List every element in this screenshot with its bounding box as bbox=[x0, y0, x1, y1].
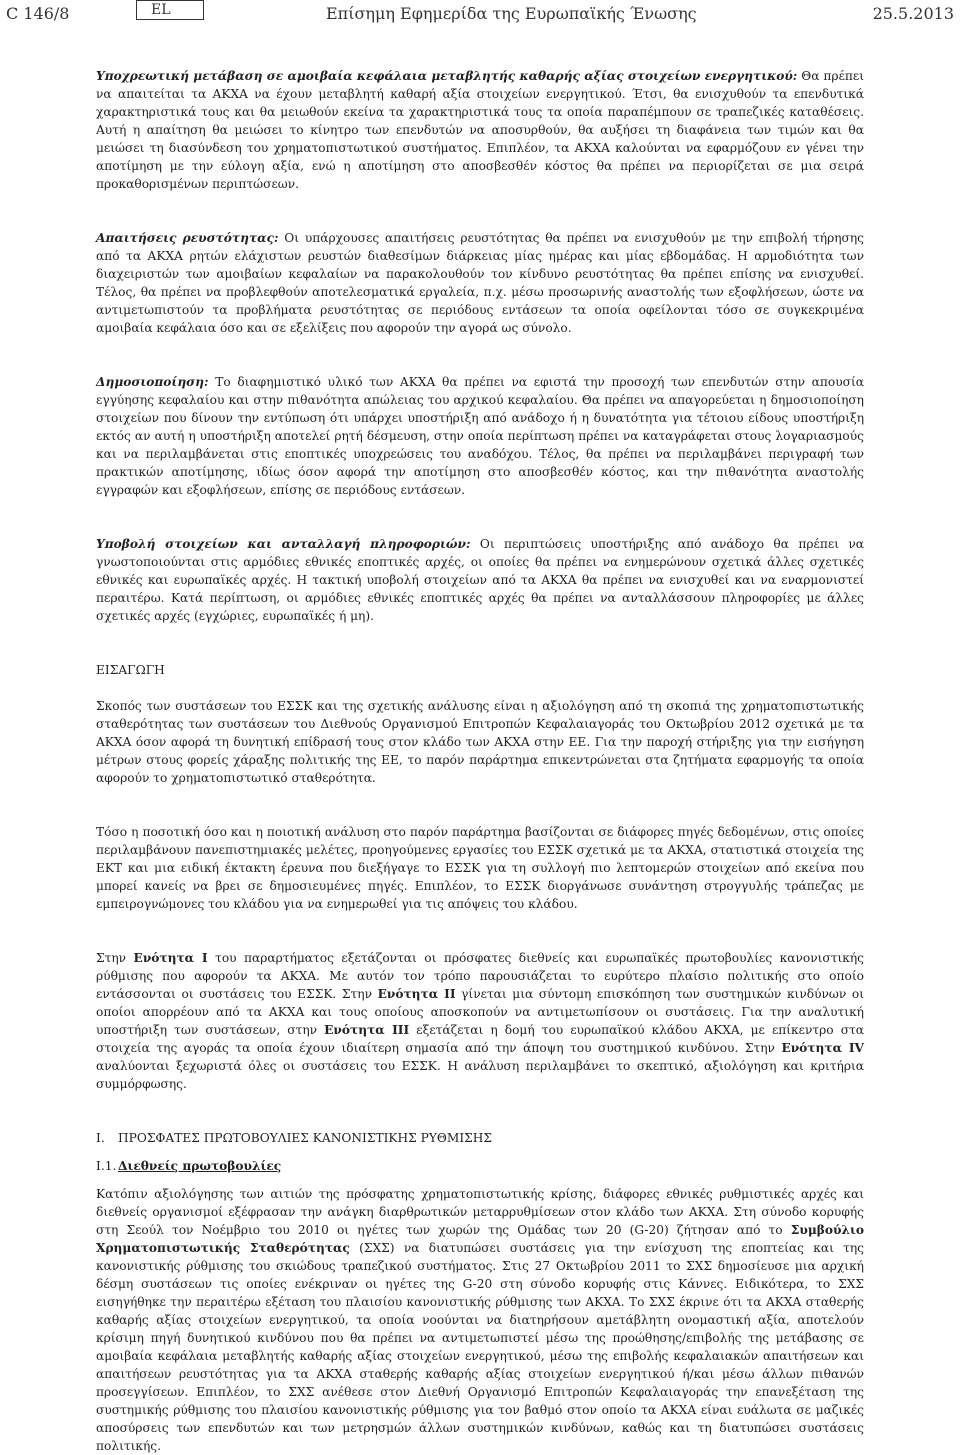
paragraph-liquidity bbox=[96, 229, 864, 337]
text-run: γίνεται μια σύντομη επισκόπηση των συστημικών κινδύνων οι οποίοι απορρέουν από τα ΑΚΧΑ και τους οποίους αποσκοπούν να αντιμετωπίσουν οι συστάσεις. Για την αναλυτική υποστήριξη των συστάσεων, στην bbox=[96, 987, 864, 1037]
paragraph-disclosure bbox=[96, 373, 864, 499]
section-heading-1-1 bbox=[96, 1157, 864, 1175]
organisation-name: Συμβούλιο Χρηματοπιστωτικής Σταθερότητας bbox=[96, 1223, 864, 1255]
text-run: Στην bbox=[96, 951, 134, 965]
section-title: ΠΡΟΣΦΑΤΕΣ ΠΡΩΤΟΒΟΥΛΙΕΣ ΚΑΝΟΝΙΣΤΙΚΗΣ ΡΥΘΜΙΣΗΣ bbox=[118, 1131, 493, 1145]
paragraph-title: Δημοσιοποίηση: bbox=[96, 375, 209, 389]
text-run: του παραρτήματος εξετάζονται οι πρόσφατες διεθνείς και ευρωπαϊκές πρωτοβουλίες κανονιστικής ρύθμισης που αφορούν τα ΑΚΧΑ. Με αυτόν τον τρόπο παρουσιάζεται το ευρύτερο πλαίσιο πολιτικής στο οποίο εντάσσονται οι συστάσεις του ΕΣΣΚ. Στην bbox=[96, 951, 864, 1001]
text-run: (ΣΧΣ) να διατυπώσει συστάσεις για την ενίσχυση της εποπτείας και της κανονιστικής ρύθμισης του σκιώδους τραπεζικού συστήματος. Στις 27 Οκτωβρίου 2011 το ΣΧΣ δημοσίευσε μια αρχική δέσμη συστάσεων τις οποίες ενέκριναν οι ηγέτες της G-20 στη σύνοδο κορυφής στις Κάννες. Ειδικότερα, το ΣΧΣ εισηγήθηκε την περαιτέρω εξέταση του πλαισίου κανονιστικής ρύθμισης των ΑΚΧΑ. Το ΣΧΣ έκρινε ότι τα ΑΚΧΑ σταθερής καθαρής αξίας στοιχείων ενεργητικού, τα οποία νοούνται να διατηρήσουν αμετάβλητη ονομαστική αξία, αποτελούν κρίσιμη πηγή δυνητικού κινδύνου που θα πρέπει να αντιμετωπιστεί μέσω της προώθησης/επιβολής της μετάβασης σε αμοιβαία κεφάλαια μεταβλητής καθαρής αξίας στοιχείων ενεργητικού, μέσω της επιβολής κεφαλαιακών απαιτήσεων και απαιτήσεων ρευστότητας για τα ΑΚΧΑ σταθερής καθαρής αξίας στοιχείων ενεργητικού ή/και μέσω άλλων πιθανών προσεγγίσεων. Επιπλέον, το ΣΧΣ ανέθεσε στον Διεθνή Οργανισμό Επιτροπών Κεφαλαιαγοράς την επανεξέταση της συστημικής ρύθμισης του πλαισίου κανονιστικής ρύθμισης για τον βαθμό στον οποίο τα ΑΚΧΑ είναι ευάλωτα σε μαζικές αποσύρσεις των επενδυτών και των μετρησμών άλλων συστημικών κινδύνων, καθώς και τη διατυπώσει συστάσεις πολιτικής. bbox=[96, 1241, 864, 1453]
paragraph-intro-purpose: Σκοπός των συστάσεων του ΕΣΣΚ και της σχετικής ανάλυσης είναι η αξιολόγηση από τη σκοπιά της χρηματοπιστωτικής σταθερότητας των συστάσεων του Διεθνούς Οργανισμού Επιτροπών Κεφαλαιαγοράς του Οκτωβρίου 2012 σχετικά με τα ΑΚΧΑ όσον αφορά τη δυνητική επίδρασή τους στον κλάδο των ΑΚΧΑ στην ΕΕ. Για την παροχή στήριξης για την εισήγηση μέτρων στους φορείς χάραξης πολιτικής της ΕΕ, το παρόν παράρτημα επικεντρώνεται στα ζητήματα εφαρμογής τα οποία αφορούν το χρηματοπιστωτικό σταθερότητα. bbox=[96, 699, 864, 785]
paragraph-text: Θα πρέπει να απαιτείται τα ΑΚΧΑ να έχουν μεταβλητή καθαρή αξία στοιχείων ενεργητικού. Έτσι, θα ενισχυθούν τα επενδυτικά χαρακτηριστικά τους και θα μειωθούν εκείνα τα χαρακτηριστικά τους τα οποία παραπέμπουν σε τραπεζικές καταθέσεις. Αυτή η απαίτηση θα μειώσει το κίνητρο των επενδυτών να αποσυρθούν, θα αυξήσει τη διαφάνεια των τιμών και θα μειώσει τη διασύνδεση του χρηματοπιστωτικού συστήματος. Επιπλέον, τα ΑΚΧΑ καλούνται να εφαρμόζουν εν γένει την αποτίμηση με την εύλογη αξία, ενώ η αποτίμηση στο αποσβεσθέν κόστος θα πρέπει να περιορίζεται σε μια σειρά προκαθορισμένων περιπτώσεων. bbox=[96, 69, 864, 191]
text-run: Κατόπιν αξιολόγησης των αιτιών της πρόσφατης χρηματοπιστωτικής κρίσης, διάφορες εθνικές ρυθμιστικές αρχές και διεθνείς οργανισμοί εξέφρασαν την ανάγκη διαρθρωτικών μεταρρυθμίσεων στον κλάδο των ΑΚΧΑ. Στη σύνοδο κορυφής στη Σεούλ τον Νοέμβριο του 2010 οι ηγέτες των χωρών της Ομάδας των 20 (G-20) ζήτησαν από το bbox=[96, 1187, 864, 1237]
paragraph-text: Οι περιπτώσεις υποστήριξης από ανάδοχο θα πρέπει να γνωστοποιούνται στις αρμόδιες εθνικές εποπτικές αρχές, οι οποίες θα πρέπει να ενημερώνουν σχετικά άλλες σχετικές εθνικές και ευρωπαϊκές αρχές. Η τακτική υποβολή στοιχείων από τα ΑΚΧΑ θα πρέπει να ενισχυθεί και να εναρμονιστεί περαιτέρω. Κατά περίπτωση, οι αρμόδιες εθνικές εποπτικές αρχές θα πρέπει να ανταλλάσσουν πληροφορίες με άλλες σχετικές αρχές (εγχώριες, ευρωπαϊκές ή μη). bbox=[96, 537, 864, 623]
paragraph-text: Οι υπάρχουσες απαιτήσεις ρευστότητας θα πρέπει να ενισχυθούν με την επιβολή τήρησης από τα ΑΚΧΑ ρητών ελάχιστων ρευστών διαθεσίμων διάρκειας μίας ημέρας και μίας εβδομάδας. Η αρμοδιότητα των διαχειριστών των αμοιβαίων κεφαλαίων να παρακολουθούν τον κίνδυνο ρευστότητας θα πρέπει επίσης να ενισχυθεί. Τέλος, θα πρέπει να προβλεφθούν αποτελεσματικά εργαλεία, π.χ. μέσω προσωρινής αναστολής των εξοφλήσεων, ώστε να αντιμετωπιστούν τα προβλήματα ρευστότητας σε περιόδους εντάσεων τα οποία οφείλονται τόσο σε συγκεκριμένα αμοιβαία κεφάλαια όσο και σε εξελίξεις που αφορούν την αγορά ως σύνολο. bbox=[96, 231, 865, 335]
language-box: EL bbox=[136, 0, 204, 20]
paragraph-intro-structure bbox=[96, 949, 864, 1093]
section-number: I. bbox=[96, 1131, 105, 1145]
section-ref: Ενότητα III bbox=[324, 1023, 410, 1037]
text-run: αναλύονται ξεχωριστά όλες οι συστάσεις του ΕΣΣΚ. Η ανάλυση περιλαμβάνει το σκεπτικό, αξιολόγηση και κριτήρια συμμόρφωσης. bbox=[96, 1059, 864, 1091]
journal-title: Επίσημη Εφημερίδα της Ευρωπαϊκής Ένωσης bbox=[326, 4, 697, 23]
section-title: Διεθνείς πρωτοβουλίες bbox=[118, 1159, 282, 1173]
page-header bbox=[0, 0, 960, 32]
publication-date: 25.5.2013 bbox=[872, 4, 954, 23]
section-ref: Ενότητα IV bbox=[781, 1041, 864, 1055]
paragraph-title: Απαιτήσεις ρευστότητας: bbox=[96, 231, 279, 245]
section-ref: Ενότητα II bbox=[377, 987, 456, 1001]
document-body bbox=[96, 67, 864, 1455]
page-reference: C 146/8 bbox=[6, 4, 70, 23]
paragraph-intro-sources: Τόσο η ποσοτική όσο και η ποιοτική ανάλυση στο παρόν παράρτημα βασίζονται σε διάφορες πηγές δεδομένων, στις οποίες περιλαμβάνουν πανεπιστημιακές μελέτες, προηγούμενες εργασίες του ΕΣΣΚ σχετικά με τα ΑΚΧΑ, στατιστικά στοιχεία της ΕΚΤ και μια ειδική έκτακτη έρευνα που διεξήγαγε το ΕΣΣΚ για τη συλλογή πιο λεπτομερών στοιχείων από εκείνα που μπορεί κανείς να βρει σε δημοσιευμένες πηγές. Επιπλέον, το ΕΣΣΚ διοργάνωσε συνάντηση στρογγυλής τράπεζας με εμπειρογνώμονες του κλάδου για να ενημερωθεί για τις απόψεις του κλάδου. bbox=[96, 825, 864, 911]
text-run: εξετάζεται η δομή του ευρωπαϊκού κλάδου ΑΚΧΑ, με επίκεντρο στα στοιχεία της αγοράς τα οποία έχουν ιδιαίτερη σημασία από την άποψη του συστημικού κινδύνου. Στην bbox=[96, 1023, 865, 1055]
paragraph-reporting bbox=[96, 535, 864, 625]
paragraph-text: Το διαφημιστικό υλικό των ΑΚΧΑ θα πρέπει να εφιστά την προσοχή των επενδυτών στην απουσία εγγύησης κεφαλαίου και στην πιθανότητα απώλειας του αρχικού κεφαλαίου. Θα πρέπει να απαγορεύεται η δημοσιοποίηση στοιχείων που δίνουν την εντύπωση ότι υπάρχει υποστήριξη από ανάδοχο ή η δυνατότητα για τέτοιου είδους υποστήριξη εκτός αν αυτή η υποστήριξη αποτελεί ρητή δέσμευση, στην οποία περίπτωση πρέπει να καταγράφεται στους λογαριασμούς και να περιλαμβάνεται στις εποπτικές υποχρεώσεις του αναδόχου. Τέλος, θα πρέπει να περιλαμβάνει περιγραφή των πρακτικών αποτίμησης, ιδίως όσον αφορά την αποτίμηση στο αποσβεσθέν κόστος, και την πιθανότητα αναστολής εγγραφών και εξοφλήσεων, επίσης σε περιόδους εντάσεων. bbox=[96, 375, 864, 497]
section-ref: Ενότητα I bbox=[133, 951, 208, 965]
paragraph-title: Υποβολή στοιχείων και ανταλλαγή πληροφοριών: bbox=[96, 537, 471, 551]
paragraph-title: Υποχρεωτική μετάβαση σε αμοιβαία κεφάλαια μεταβλητής καθαρής αξίας στοιχείων ενεργητικού: bbox=[96, 69, 798, 83]
intro-heading: ΕΙΣΑΓΩΓΗ bbox=[96, 663, 165, 677]
paragraph-international bbox=[96, 1185, 864, 1455]
section-heading-1 bbox=[96, 1129, 864, 1147]
section-number: I.1. bbox=[96, 1159, 117, 1173]
paragraph-variable-nav bbox=[96, 67, 864, 193]
